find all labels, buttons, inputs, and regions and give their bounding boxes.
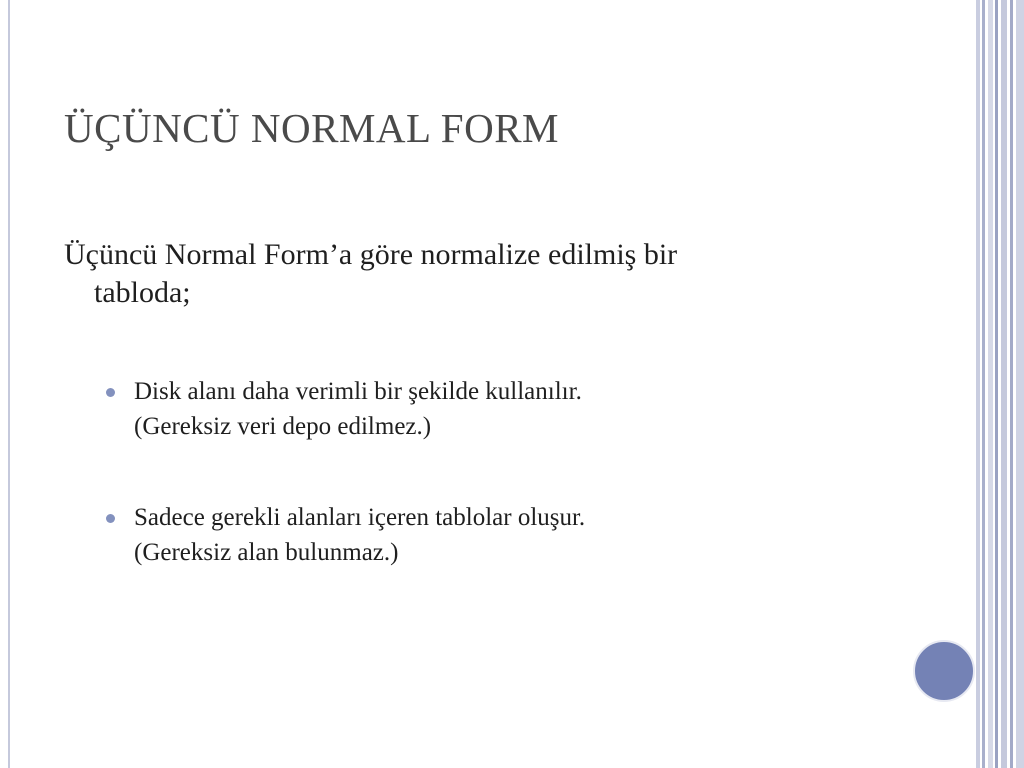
bullet-icon	[106, 514, 115, 523]
bullet-text: Disk alanı daha verimli bir şekilde kullanılır.	[134, 378, 582, 405]
intro-line: tabloda;	[94, 276, 191, 309]
stripe	[1010, 0, 1013, 768]
stripe	[988, 0, 993, 768]
bullet-text: (Gereksiz veri depo edilmez.)	[134, 413, 432, 440]
right-stripes-decoration	[976, 0, 1024, 768]
stripe	[1016, 0, 1024, 768]
intro-paragraph	[64, 236, 884, 312]
circle-decoration	[913, 640, 975, 702]
intro-line: Üçüncü Normal Form’a göre normalize edilmiş bir	[64, 238, 678, 271]
stripe	[982, 0, 985, 768]
stripe	[1001, 0, 1007, 768]
bullet-text: Sadece gerekli alanları içeren tablolar oluşur.	[134, 504, 586, 531]
bullet-icon	[106, 388, 115, 397]
left-border-decoration	[0, 0, 10, 768]
bullet-text: (Gereksiz alan bulunmaz.)	[134, 539, 399, 566]
list-item	[104, 374, 864, 444]
bullet-list	[104, 374, 864, 626]
stripe	[995, 0, 998, 768]
slide-title: ÜÇÜNCÜ NORMAL FORM	[64, 105, 559, 151]
stripe	[976, 0, 980, 768]
list-item	[104, 500, 864, 570]
